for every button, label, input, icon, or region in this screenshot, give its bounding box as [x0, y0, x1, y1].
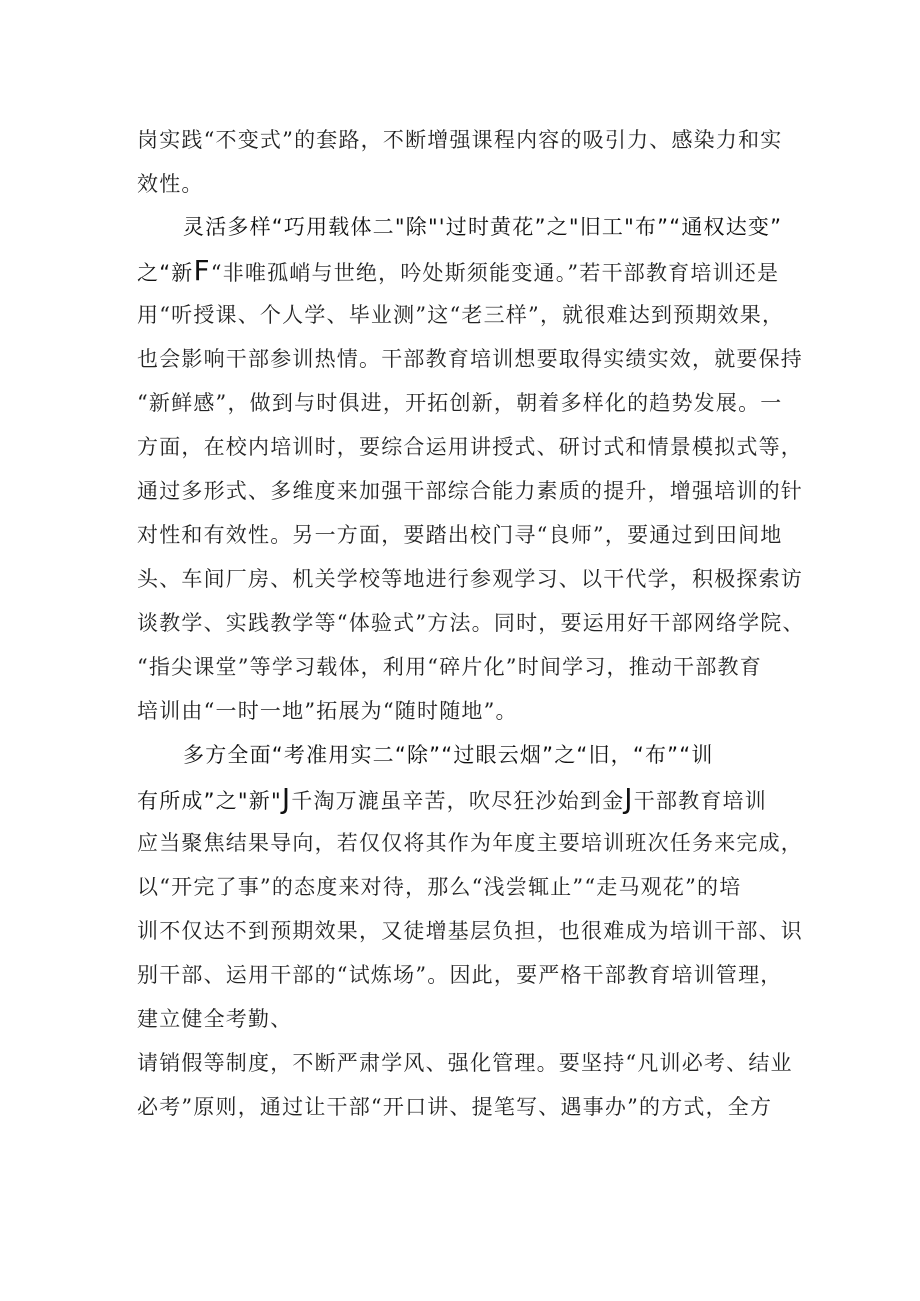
text-line: 谈教学、实践教学等“体验式”方法。同时，要运用好干部网络学院、 — [137, 611, 805, 635]
text-line: 培训由“一时一地”拓展为“随时随地”。 — [137, 699, 518, 723]
glyph-artifact: F — [193, 254, 211, 287]
text-line: 也会影响干部参训热情。干部教育培训想要取得实绩实效，就要保持 — [137, 347, 803, 371]
text-line: 通过多形式、多维度来加强干部综合能力素质的提升，增强培训的针 — [137, 479, 803, 503]
heading-fragment: 之“新 — [137, 261, 194, 285]
text-line: “新鲜感”，做到与时俱进，开拓创新，朝着多样化的趋势发展。一 — [137, 391, 783, 415]
text-fragment: “非唯孤峭与世绝，吟处斯须能变通。”若干部教育培训还是 — [210, 261, 780, 285]
text-line: 建立健全考勤、 — [137, 1007, 293, 1031]
text-line: 头、车间厂房、机关学校等地进行参观学习、以干代学，积极探索访 — [137, 567, 803, 591]
text-line: 以“开完了事”的态度来对待，那么“浅尝辄止”“走马观花”的培 — [137, 875, 742, 899]
text-line: 岗实践“不变式”的套路，不断增强课程内容的吸引力、感染力和实 — [137, 128, 783, 152]
text-line — [137, 782, 797, 815]
section-heading: 多方全面“考准用实二“除”“过眼云烟”之“旧，“布”“训 — [183, 743, 714, 767]
text-line: “指尖课堂”等学习载体，利用“碎片化”时间学习，推动干部教育 — [137, 655, 762, 679]
text-line: 别干部、运用干部的“试炼场”。因此，要严格干部教育培训管理， — [137, 963, 783, 987]
text-fragment: 千淘万漉虽辛苦，吹尽狂沙始到金 — [291, 789, 625, 813]
text-line: 训不仅达不到预期效果，又徒增基层负担，也很难成为培训干部、识 — [137, 919, 803, 943]
glyph-artifact: J — [281, 782, 292, 815]
glyph-artifact: J — [624, 782, 634, 815]
text-line: 效性。 — [137, 172, 204, 196]
text-line — [137, 254, 797, 287]
text-line: 必考”原则，通过让干部“开口讲、提笔写、遇事办”的方式，全方 — [137, 1095, 773, 1119]
text-line: 应当聚焦结果导向，若仅仅将其作为年度主要培训班次任务来完成， — [137, 831, 803, 855]
section-heading: 灵活多样“巧用载体二"除"'过时黄花”之"旧工"布”“通权达变” — [183, 215, 783, 239]
heading-fragment: 有所成”之"新" — [137, 789, 282, 813]
text-fragment: 干部教育培训 — [633, 789, 767, 813]
text-line: 对性和有效性。另一方面，要踏出校门寻“良师”，要通过到田间地 — [137, 523, 783, 547]
text-line: 用“听授课、个人学、毕业测”这“老三样”，就很难达到预期效果， — [137, 303, 785, 327]
text-line: 方面，在校内培训时，要综合运用讲授式、研讨式和情景模拟式等， — [137, 435, 803, 459]
text-line: 请销假等制度，不断严肃学风、强化管理。要坚持“凡训必考、结业 — [137, 1051, 793, 1075]
